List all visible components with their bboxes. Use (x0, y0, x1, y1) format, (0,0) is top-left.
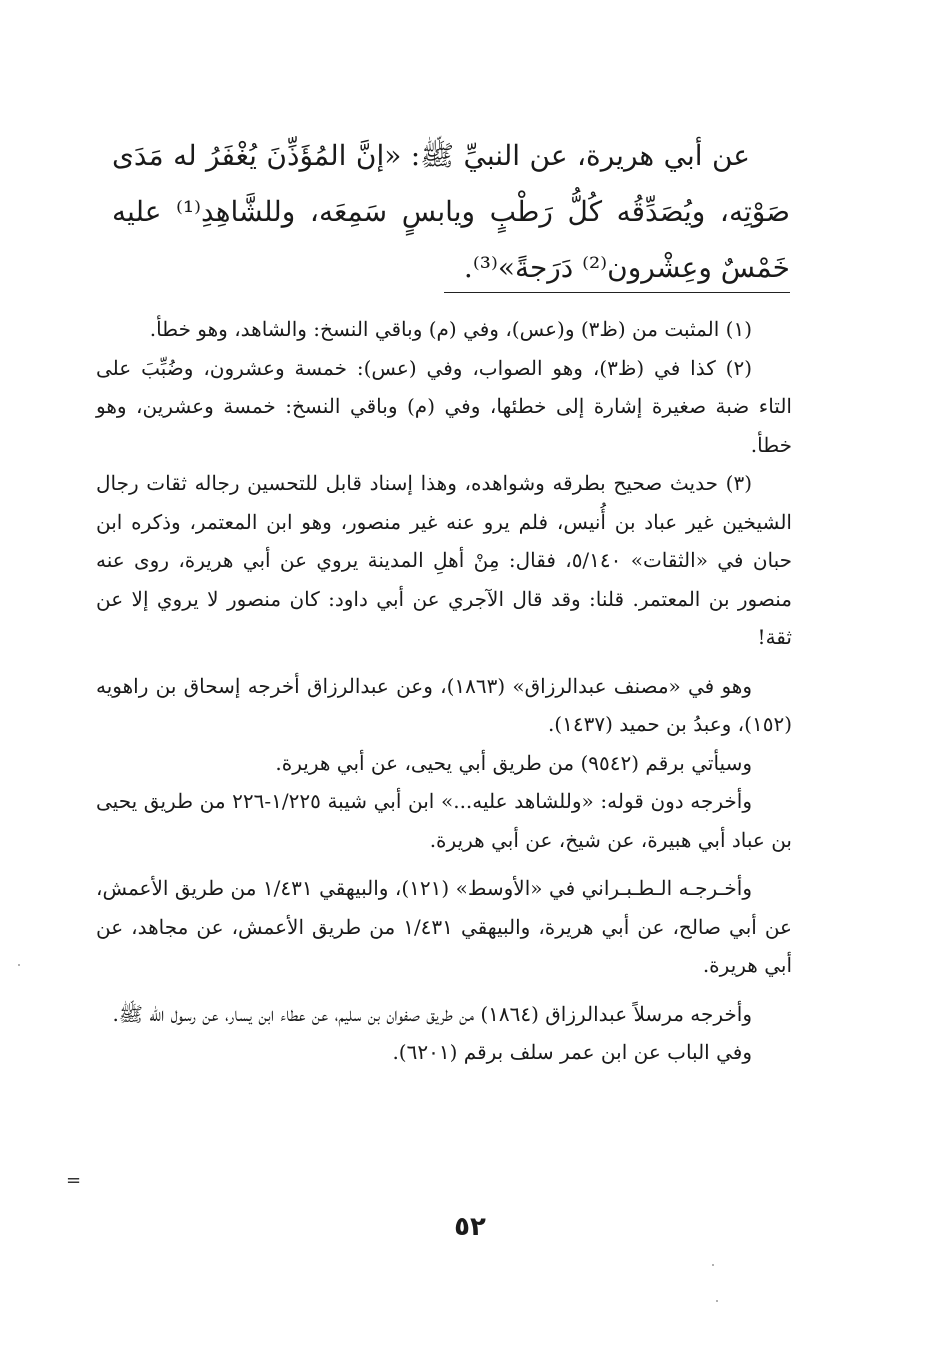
hadith-text: عن أبي هريرة، عن النبيِّ ﷺ: «إنَّ المُؤَذِّنَ يُغْفَرُ له مَدَى صَوْتِه، ويُصَدِّقُه كُلُّ رَطْبٍ ويابسٍ سَمِعَه، وللشَّاهِدِ⁽¹⁾ عليه خَمْسٌ وعِشْرون⁽²⁾ دَرَجةً»⁽³⁾. (112, 139, 790, 284)
page-number: ٥٢ (454, 1212, 486, 1242)
footnote-2: (٢) كذا في (ظ٣)، وهو الصواب، وفي (عس): خمسة وعشرون، وضُبِّبَ على التاء ضبة صغيرة إشارة إلى خطئها، وفي (م) وباقي النسخ: خمسة وعشرين، وهو خطأ. (96, 355, 792, 457)
footnotes-block (96, 310, 792, 1072)
scan-speck (18, 964, 20, 966)
footnote-paragraph-mursal: وأخرجه مرسلاً عبدالرزاق (١٨٦٤) من طريق صفوان بن سليم، عن عطاء ابن يسار، عن رسول الله ﷺ. (112, 1001, 752, 1026)
scan-speck (716, 1300, 718, 1302)
footnote-paragraph-bab: وفي الباب عن ابن عمر سلف برقم (٦٢٠١). (392, 1040, 752, 1064)
footnote-1: (١) المثبت من (ظ٣) و(عس)، وفي (م) وباقي النسخ: والشاهد، وهو خطأ. (149, 317, 752, 341)
footnote-separator (444, 292, 790, 293)
footnote-paragraph-tabarani: وأخـرجـه الـطـبـراني في «الأوسط» (١٢١)، والبيهقي ١/٤٣١ من طريق الأعمش، عن أبي صالح، عن أبي هريرة، والبيهقي ١/٤٣١ من طريق الأعمش، عن مجاهد، عن أبي هريرة. (96, 876, 792, 977)
footnote-paragraph-ibn-abi-shayba: وأخرجه دون قوله: «وللشاهد عليه...» ابن أبي شيبة ١/٢٢٥-٢٢٦ من طريق يحيى بن عباد أبي هبيرة، عن شيخ، عن أبي هريرة. (96, 789, 792, 852)
hadith-text-block (112, 128, 790, 296)
footnote-paragraph-sayati: وسيأتي برقم (٩٥٤٢) من طريق أبي يحيى، عن أبي هريرة. (275, 750, 752, 775)
footnote-paragraph-musannaf: وهو في «مصنف عبدالرزاق» (١٨٦٣)، وعن عبدالرزاق أخرجه إسحاق بن راهويه (١٥٢)، وعبدُ بن حميد (١٤٣٧). (96, 673, 792, 736)
footnote-3: (٣) حديث صحيح بطرقه وشواهده، وهذا إسناد قابل للتحسين رجاله ثقات رجال الشيخين غير عباد بن أُنيس، فلم يرو عنه غير منصور، وهو ابن المعتمر، وذكره ابن حبان في «الثقات» ٥/١٤٠، فقال: مِنْ أهلِ المدينة يروي عن أبي هريرة، روى عنه منصور بن المعتمر. قلنا: وقد قال الآجري عن أبي داود: كان منصور لا يروي إلا عن ثقة! (96, 471, 793, 649)
margin-continuation-mark: = (66, 1170, 82, 1191)
scan-speck (712, 1264, 714, 1266)
